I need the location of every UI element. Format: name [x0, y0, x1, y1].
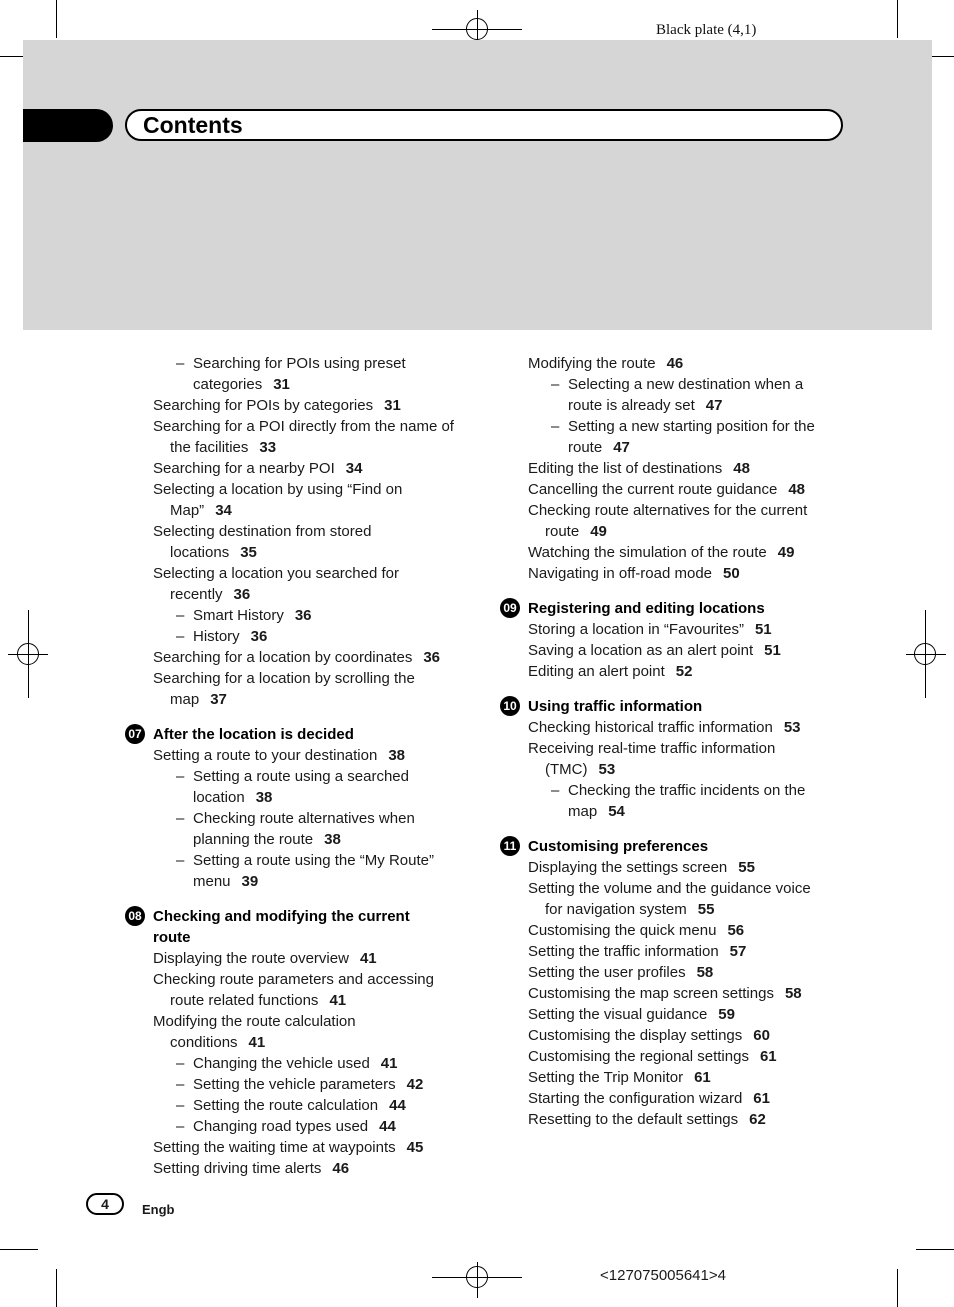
page-ref: 61 — [753, 1090, 770, 1107]
page-ref: 48 — [788, 481, 806, 498]
entry-text: Searching for a POI directly from the name of — [153, 418, 454, 435]
entry-text: Smart History — [193, 607, 284, 624]
toc-entry[interactable] — [124, 1032, 454, 1053]
toc-entry[interactable] — [499, 941, 829, 962]
entry-text: locations — [170, 544, 230, 561]
toc-subentry[interactable] — [124, 850, 454, 871]
section-title: Using traffic information — [528, 698, 703, 715]
entry-text: Navigating in off-road mode — [528, 565, 712, 582]
page-ref: 55 — [738, 859, 755, 876]
toc-entry[interactable] — [124, 668, 454, 689]
dash-bullet: – — [551, 376, 560, 393]
entry-text: Searching for a location by scrolling the — [153, 670, 415, 687]
toc-subentry[interactable] — [124, 1053, 454, 1074]
page-ref: 56 — [727, 922, 745, 939]
section-heading[interactable] — [499, 696, 829, 717]
page-ref: 46 — [332, 1160, 350, 1177]
toc-entry[interactable] — [124, 1137, 454, 1158]
title-pill — [125, 109, 843, 141]
entry-text: (TMC) — [545, 761, 588, 778]
entry-text: Selecting a location you searched for — [153, 565, 399, 582]
dash-bullet: – — [176, 1118, 185, 1135]
entry-text: Setting the volume and the guidance voice — [528, 880, 811, 897]
toc-entry[interactable] — [124, 584, 454, 605]
toc-entry[interactable] — [124, 563, 454, 584]
toc-entry[interactable] — [124, 458, 454, 479]
toc-subentry[interactable] — [124, 353, 454, 374]
entry-text: Selecting a location by using “Find on — [153, 481, 403, 498]
section-heading[interactable] — [124, 906, 454, 927]
page-ref: 51 — [754, 621, 772, 638]
toc-entry[interactable] — [499, 640, 829, 661]
entry-text: Selecting destination from stored — [153, 523, 372, 540]
page-ref: 59 — [718, 1006, 735, 1023]
entry-text: Watching the simulation of the route — [528, 544, 767, 561]
toc-subentry[interactable] — [124, 808, 454, 829]
dash-bullet: – — [176, 628, 185, 645]
toc-subentry[interactable] — [124, 1095, 454, 1116]
toc-entry[interactable] — [499, 983, 829, 1004]
entry-text: Editing the list of destinations — [528, 460, 723, 477]
toc-entry[interactable] — [124, 969, 454, 990]
toc-entry[interactable] — [499, 899, 829, 920]
dash-bullet: – — [176, 810, 185, 827]
toc-entry[interactable] — [499, 717, 829, 738]
toc-entry[interactable] — [499, 1025, 829, 1046]
crop-mark — [56, 1269, 57, 1307]
entry-text: location — [193, 789, 245, 806]
entry-text: Displaying the route overview — [153, 950, 349, 967]
entry-text: Saving a location as an alert point — [528, 642, 754, 659]
plate-label: Black plate (4,1) — [656, 22, 757, 38]
section-gap — [124, 710, 454, 724]
entry-text: menu — [193, 873, 231, 890]
toc-entry[interactable] — [124, 948, 454, 969]
page-ref: 47 — [705, 397, 723, 414]
page-ref: 52 — [675, 663, 693, 680]
page-ref: 36 — [423, 649, 441, 666]
page-ref: 61 — [694, 1069, 711, 1086]
page-ref: 53 — [783, 719, 801, 736]
language-code: Engb — [142, 1202, 175, 1217]
dash-bullet: – — [176, 607, 185, 624]
section-heading[interactable] — [124, 927, 454, 948]
entry-text: planning the route — [193, 831, 314, 848]
page-ref: 57 — [729, 943, 747, 960]
crop-mark — [56, 0, 57, 38]
page-ref: 55 — [697, 901, 715, 918]
page-title: Contents — [143, 112, 243, 138]
toc-entry[interactable] — [124, 689, 454, 710]
toc-entry[interactable] — [499, 920, 829, 941]
entry-text: Checking route alternatives for the current — [528, 502, 808, 519]
entry-text: Setting the user profiles — [528, 964, 686, 981]
page-ref: 31 — [384, 397, 401, 414]
toc-entry[interactable] — [124, 647, 454, 668]
page-ref: 41 — [248, 1034, 266, 1051]
page-ref: 49 — [777, 544, 795, 561]
entry-text: Setting a new starting position for the — [568, 418, 815, 435]
entry-text: History — [193, 628, 240, 645]
page-ref: 58 — [696, 964, 714, 981]
page-ref: 42 — [406, 1076, 424, 1093]
toc-subentry[interactable] — [499, 374, 829, 395]
entry-text: Receiving real-time traffic information — [528, 740, 776, 757]
entry-text: Customising the map screen settings — [528, 985, 774, 1002]
toc-subentry[interactable] — [124, 766, 454, 787]
page-ref: 54 — [608, 803, 625, 820]
page-ref: 31 — [273, 376, 290, 393]
section-gap — [124, 892, 454, 906]
section-number-badge: 09 — [500, 598, 520, 618]
entry-text: Setting the vehicle parameters — [193, 1076, 396, 1093]
page-ref: 48 — [733, 460, 750, 477]
page-ref: 38 — [324, 831, 341, 848]
toc-subentry[interactable] — [124, 1074, 454, 1095]
entry-text: Setting the traffic information — [528, 943, 719, 960]
entry-text: Setting a route using the “My Route” — [193, 852, 434, 869]
entry-text: conditions — [170, 1034, 238, 1051]
toc-entry[interactable] — [499, 542, 829, 563]
toc-entry[interactable] — [499, 479, 829, 500]
section-number-badge: 11 — [500, 836, 520, 856]
toc-entry[interactable] — [499, 661, 829, 682]
toc-entry[interactable] — [124, 745, 454, 766]
toc-subentry[interactable] — [124, 605, 454, 626]
dash-bullet: – — [176, 1097, 185, 1114]
entry-text: Customising the display settings — [528, 1027, 743, 1044]
toc-subentry[interactable] — [124, 626, 454, 647]
toc-entry[interactable] — [499, 1004, 829, 1025]
page-ref: 51 — [764, 642, 781, 659]
dash-bullet: – — [551, 418, 560, 435]
entry-text: map — [568, 803, 598, 820]
toc-entry[interactable] — [499, 619, 829, 640]
toc-subentry[interactable] — [124, 871, 454, 892]
entry-text: Customising the quick menu — [528, 922, 717, 939]
entry-text: Checking route parameters and accessing — [153, 971, 434, 988]
entry-text: map — [170, 691, 200, 708]
page-ref: 41 — [329, 992, 347, 1009]
entry-text: Setting the waiting time at waypoints — [153, 1139, 396, 1156]
document-code: <127075005641>4 — [600, 1267, 726, 1284]
registration-mark — [466, 1266, 488, 1288]
page-ref: 53 — [598, 761, 616, 778]
entry-text: Modifying the route — [528, 355, 656, 372]
page-ref: 61 — [759, 1048, 777, 1065]
toc-subentry[interactable] — [499, 395, 829, 416]
dash-bullet: – — [176, 355, 185, 372]
toc-subentry[interactable] — [499, 780, 829, 801]
page-ref: 49 — [590, 523, 607, 540]
toc-subentry[interactable] — [124, 1116, 454, 1137]
header-black-tab — [23, 109, 113, 142]
section-title: After the location is decided — [153, 726, 354, 743]
entry-text: Searching for a nearby POI — [153, 460, 335, 477]
entry-text: Setting a route using a searched — [193, 768, 409, 785]
entry-text: route related functions — [170, 992, 319, 1009]
section-title: route — [153, 929, 191, 946]
entry-text: Searching for POIs by categories — [153, 397, 374, 414]
crop-mark — [897, 0, 898, 38]
toc-entry[interactable] — [499, 738, 829, 759]
section-gap — [499, 584, 829, 598]
section-number-badge: 08 — [125, 906, 145, 926]
page-ref: 33 — [259, 439, 277, 456]
section-heading[interactable] — [124, 724, 454, 745]
page-ref: 37 — [210, 691, 227, 708]
page-number-badge: 4 — [86, 1193, 124, 1215]
toc-subentry[interactable] — [124, 374, 454, 395]
page-ref: 50 — [723, 565, 740, 582]
toc-entry[interactable] — [124, 521, 454, 542]
page-ref: 45 — [406, 1139, 424, 1156]
page-ref: 36 — [233, 586, 251, 603]
crop-mark — [916, 1249, 954, 1250]
toc-entry[interactable] — [499, 563, 829, 584]
page-ref: 36 — [294, 607, 312, 624]
page-ref: 39 — [241, 873, 259, 890]
entry-text: Searching for a location by coordinates — [153, 649, 413, 666]
toc-entry[interactable] — [499, 1046, 829, 1067]
section-title: Checking and modifying the current — [153, 908, 410, 925]
toc-subentry[interactable] — [124, 787, 454, 808]
crop-mark — [897, 1269, 898, 1307]
toc-subentry[interactable] — [499, 801, 829, 822]
entry-text: categories — [193, 376, 263, 393]
entry-text: for navigation system — [545, 901, 687, 918]
toc-right-column — [499, 353, 829, 1130]
toc-entry[interactable] — [499, 500, 829, 521]
toc-entry[interactable] — [124, 990, 454, 1011]
section-number-badge: 10 — [500, 696, 520, 716]
registration-mark — [17, 643, 39, 665]
toc-entry[interactable] — [499, 759, 829, 780]
entry-text: Storing a location in “Favourites” — [528, 621, 744, 638]
entry-text: Cancelling the current route guidance — [528, 481, 778, 498]
toc-entry[interactable] — [499, 521, 829, 542]
entry-text: Starting the configuration wizard — [528, 1090, 743, 1107]
toc-entry[interactable] — [499, 962, 829, 983]
toc-entry[interactable] — [499, 353, 829, 374]
page-ref: 36 — [250, 628, 268, 645]
entry-text: Changing the vehicle used — [193, 1055, 370, 1072]
entry-text: Setting the route calculation — [193, 1097, 379, 1114]
entry-text: Resetting to the default settings — [528, 1111, 739, 1128]
toc-entry[interactable] — [499, 458, 829, 479]
toc-entry[interactable] — [124, 500, 454, 521]
entry-text: Setting the visual guidance — [528, 1006, 708, 1023]
page-ref: 38 — [255, 789, 273, 806]
page-ref: 41 — [359, 950, 377, 967]
entry-text: Changing road types used — [193, 1118, 369, 1135]
entry-text: Map” — [170, 502, 205, 519]
page-ref: 44 — [389, 1097, 406, 1114]
entry-text: the facilities — [170, 439, 249, 456]
entry-text: Customising the regional settings — [528, 1048, 749, 1065]
dash-bullet: – — [176, 852, 185, 869]
page-ref: 41 — [380, 1055, 398, 1072]
entry-text: Modifying the route calculation — [153, 1013, 356, 1030]
toc-subentry[interactable] — [499, 437, 829, 458]
entry-text: Displaying the settings screen — [528, 859, 728, 876]
registration-mark — [914, 643, 936, 665]
entry-text: Checking route alternatives when — [193, 810, 415, 827]
entry-text: route is already set — [568, 397, 695, 414]
toc-entry[interactable] — [124, 1011, 454, 1032]
section-title: Customising preferences — [528, 838, 709, 855]
section-heading[interactable] — [499, 598, 829, 619]
dash-bullet: – — [551, 782, 560, 799]
page-ref: 34 — [215, 502, 232, 519]
entry-text: Checking the traffic incidents on the — [568, 782, 806, 799]
toc-subentry[interactable] — [124, 829, 454, 850]
page-ref: 38 — [388, 747, 405, 764]
toc-entry[interactable] — [124, 395, 454, 416]
section-gap — [499, 822, 829, 836]
entry-text: Setting driving time alerts — [153, 1160, 322, 1177]
page-ref: 47 — [613, 439, 630, 456]
dash-bullet: – — [176, 1055, 185, 1072]
section-gap — [499, 682, 829, 696]
section-title: Registering and editing locations — [528, 600, 765, 617]
entry-text: route — [568, 439, 603, 456]
entry-text: route — [545, 523, 580, 540]
toc-entry[interactable] — [499, 1088, 829, 1109]
page-ref: 35 — [240, 544, 257, 561]
section-heading[interactable] — [499, 836, 829, 857]
page-ref: 62 — [749, 1111, 766, 1128]
toc-left-column — [124, 353, 454, 1179]
entry-text: Setting the Trip Monitor — [528, 1069, 684, 1086]
crop-mark — [0, 1249, 38, 1250]
toc-entry[interactable] — [124, 416, 454, 437]
toc-entry[interactable] — [124, 1158, 454, 1179]
page-ref: 60 — [753, 1027, 770, 1044]
toc-entry[interactable] — [499, 1067, 829, 1088]
toc-entry[interactable] — [499, 878, 829, 899]
toc-entry[interactable] — [499, 857, 829, 878]
registration-mark — [466, 18, 488, 40]
entry-text: Editing an alert point — [528, 663, 665, 680]
header-band — [23, 40, 932, 330]
entry-text: Selecting a new destination when a — [568, 376, 804, 393]
dash-bullet: – — [176, 1076, 185, 1093]
toc-entry[interactable] — [124, 437, 454, 458]
toc-entry[interactable] — [124, 542, 454, 563]
entry-text: Searching for POIs using preset — [193, 355, 406, 372]
dash-bullet: – — [176, 768, 185, 785]
entry-text: recently — [170, 586, 223, 603]
page-ref: 58 — [784, 985, 802, 1002]
page-ref: 44 — [379, 1118, 396, 1135]
entry-text: Checking historical traffic information — [528, 719, 773, 736]
page-ref: 34 — [345, 460, 363, 477]
toc-entry[interactable] — [499, 1109, 829, 1130]
page-ref: 46 — [666, 355, 684, 372]
toc-entry[interactable] — [124, 479, 454, 500]
entry-text: Setting a route to your destination — [153, 747, 378, 764]
toc-subentry[interactable] — [499, 416, 829, 437]
section-number-badge: 07 — [125, 724, 145, 744]
